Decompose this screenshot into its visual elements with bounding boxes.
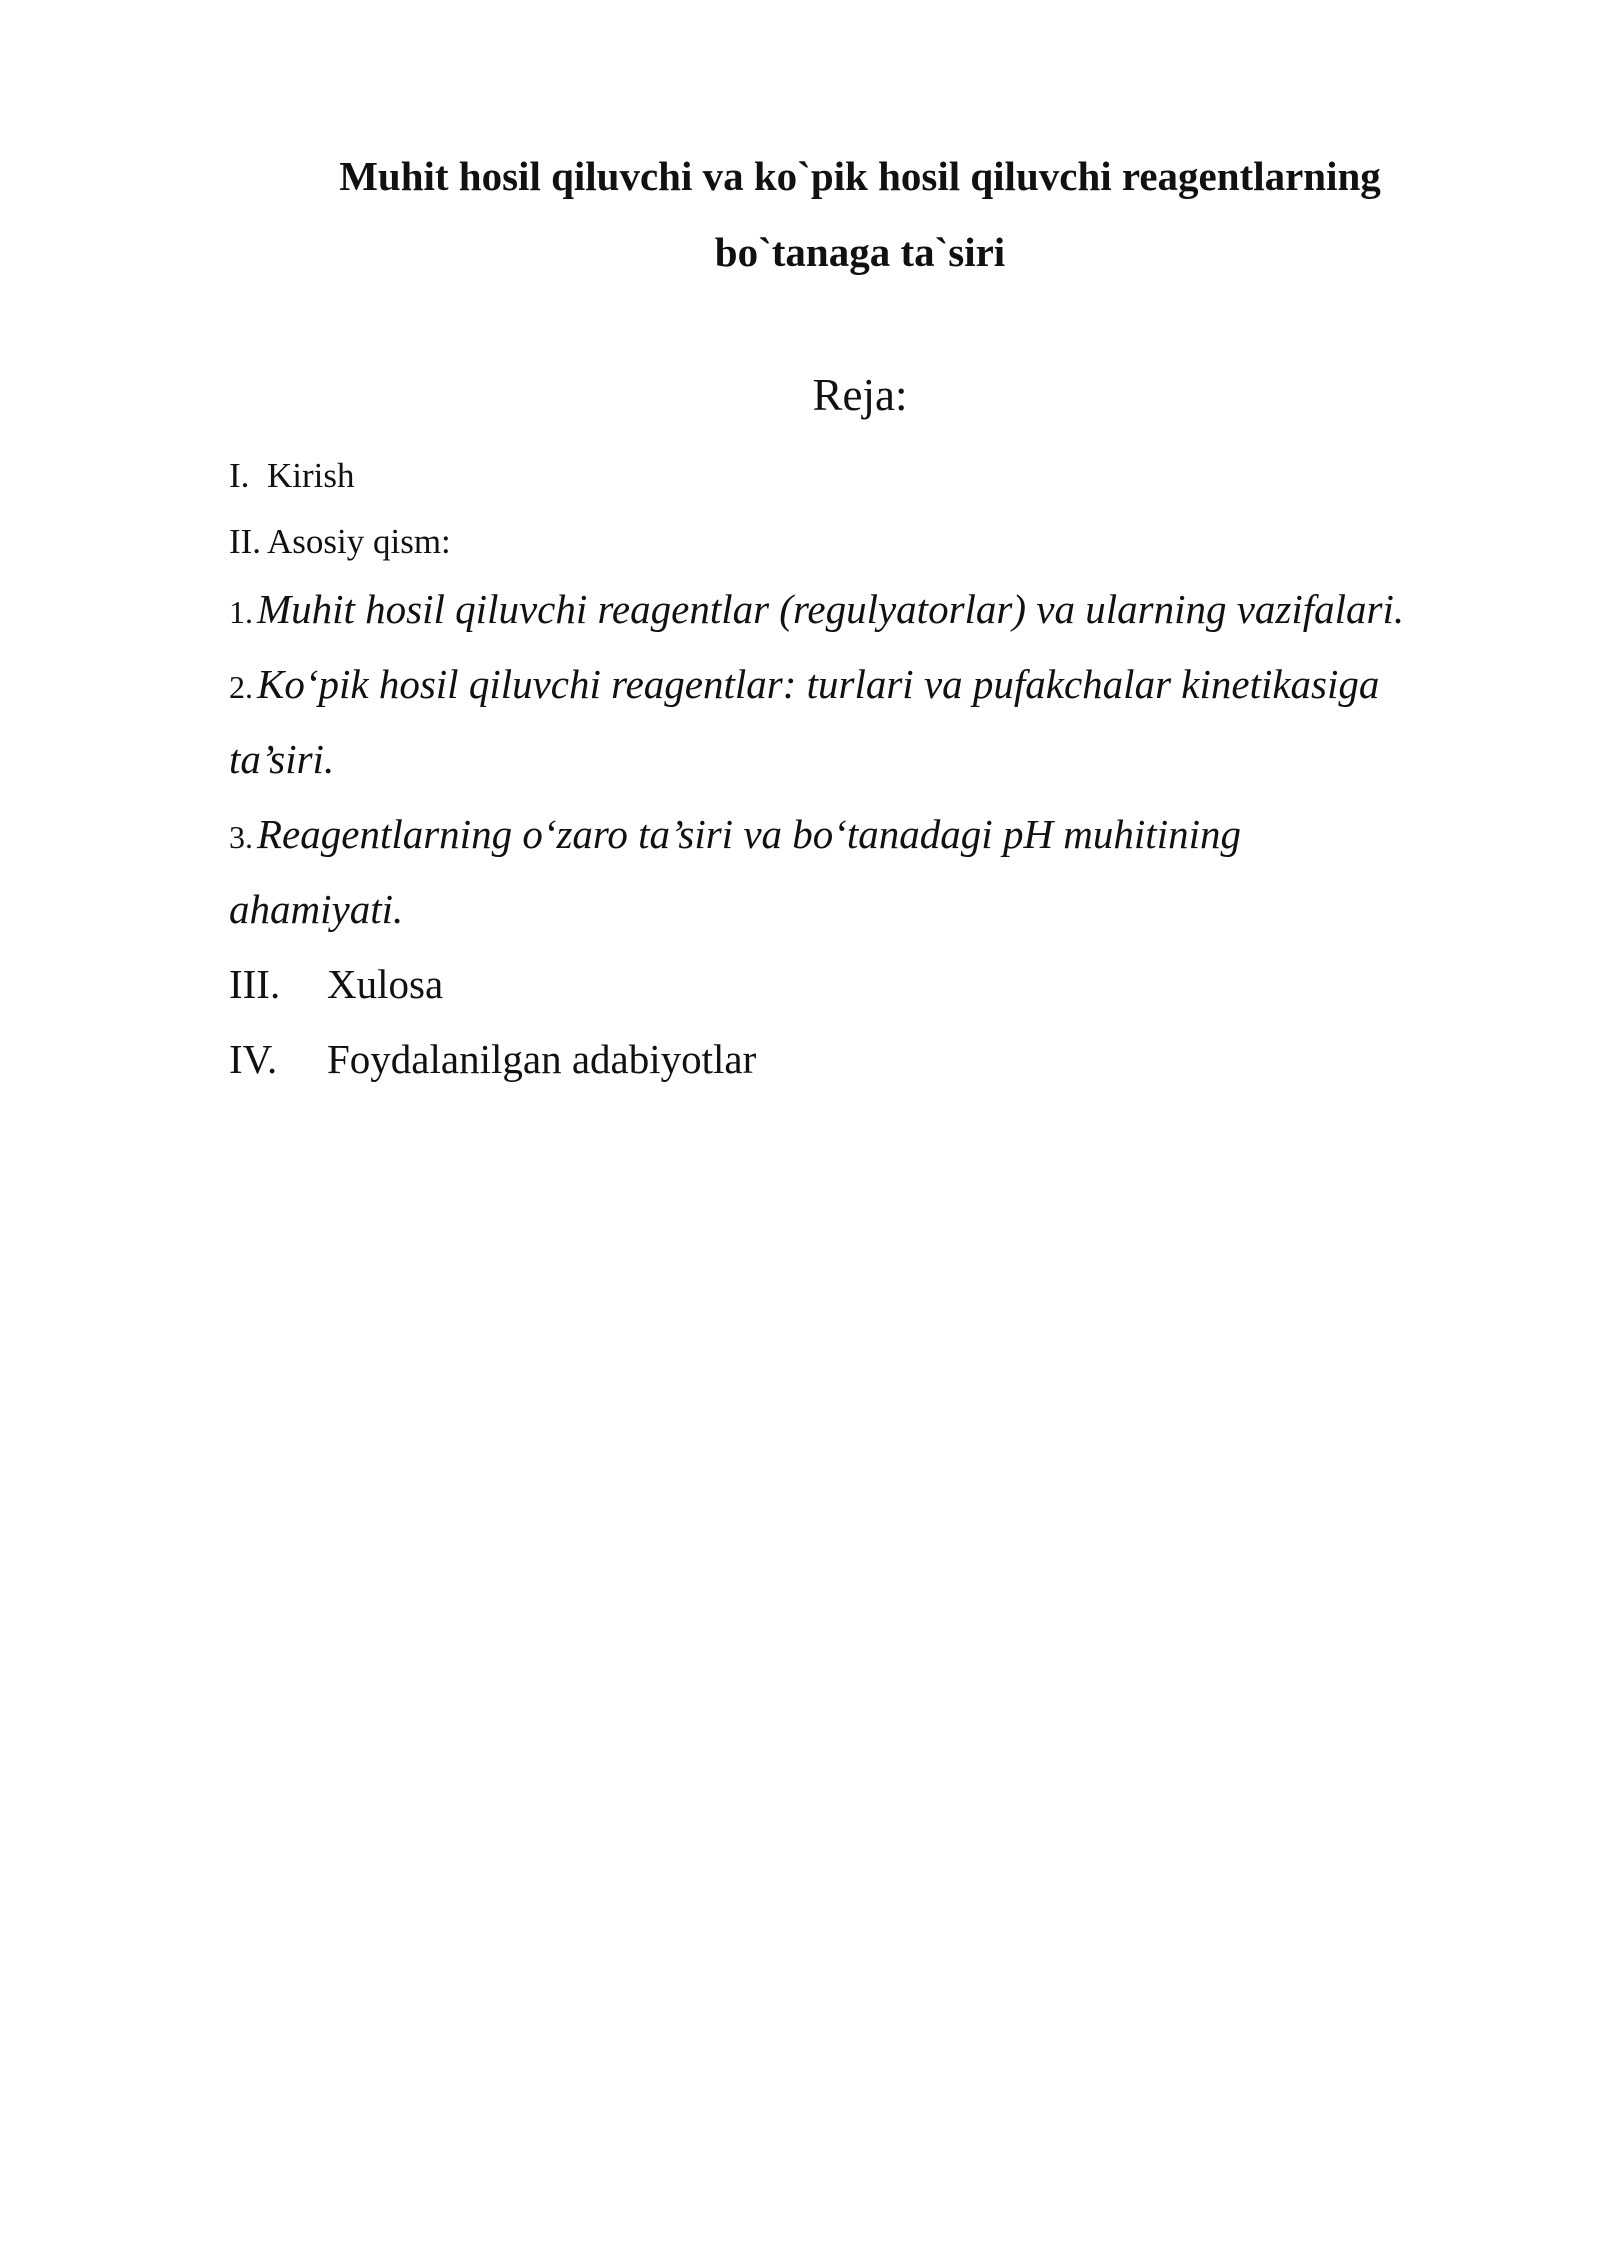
- document-title-line-1: Muhit hosil qiluvchi va ko`pik hosil qiluvchi reagentlarning: [339, 153, 1381, 199]
- plan-item-3-marker: III.: [229, 961, 281, 1007]
- plan-item-3-text: Xulosa: [327, 961, 444, 1007]
- plan-item-1-text: Kirish: [267, 456, 355, 495]
- plan-item-4-marker: IV.: [229, 1036, 278, 1082]
- plan-subitem-3-marker: 3.: [229, 819, 253, 855]
- plan-subitem-2: [229, 661, 1380, 707]
- plan-item-4: [229, 1036, 757, 1082]
- plan-item-1-marker: I.: [229, 456, 250, 495]
- plan-item-2-text: Asosiy qism:: [267, 522, 451, 561]
- plan-item-4-text: Foydalanilgan adabiyotlar: [327, 1036, 757, 1082]
- plan-subitem-2-text-line-1: Ko‘pik hosil qiluvchi reagentlar: turlari va pufakchalar kinetikasiga: [257, 661, 1380, 707]
- plan-heading: Reja:: [812, 370, 908, 420]
- plan-subitem-1: [229, 586, 1405, 632]
- document-title-line-2: bo`tanaga ta`siri: [714, 229, 1006, 275]
- plan-subitem-2-marker: 2.: [229, 669, 253, 705]
- plan-subitem-2-text-line-2: ta’siri.: [229, 736, 335, 782]
- plan-subitem-3-text-line-1: Reagentlarning o‘zaro ta’siri va bo‘tanadagi pH muhitining: [257, 811, 1241, 857]
- plan-item-2-marker: II.: [229, 522, 262, 561]
- plan-item-3: [229, 961, 444, 1007]
- plan-item-1: [229, 458, 355, 493]
- plan-subitem-1-text: Muhit hosil qiluvchi reagentlar (regulyatorlar) va ularning vazifalari.: [257, 586, 1405, 632]
- plan-subitem-1-marker: 1.: [229, 594, 253, 630]
- plan-item-2: [229, 524, 451, 559]
- plan-subitem-3-text-line-2: ahamiyati.: [229, 886, 404, 932]
- plan-subitem-3: [229, 811, 1241, 857]
